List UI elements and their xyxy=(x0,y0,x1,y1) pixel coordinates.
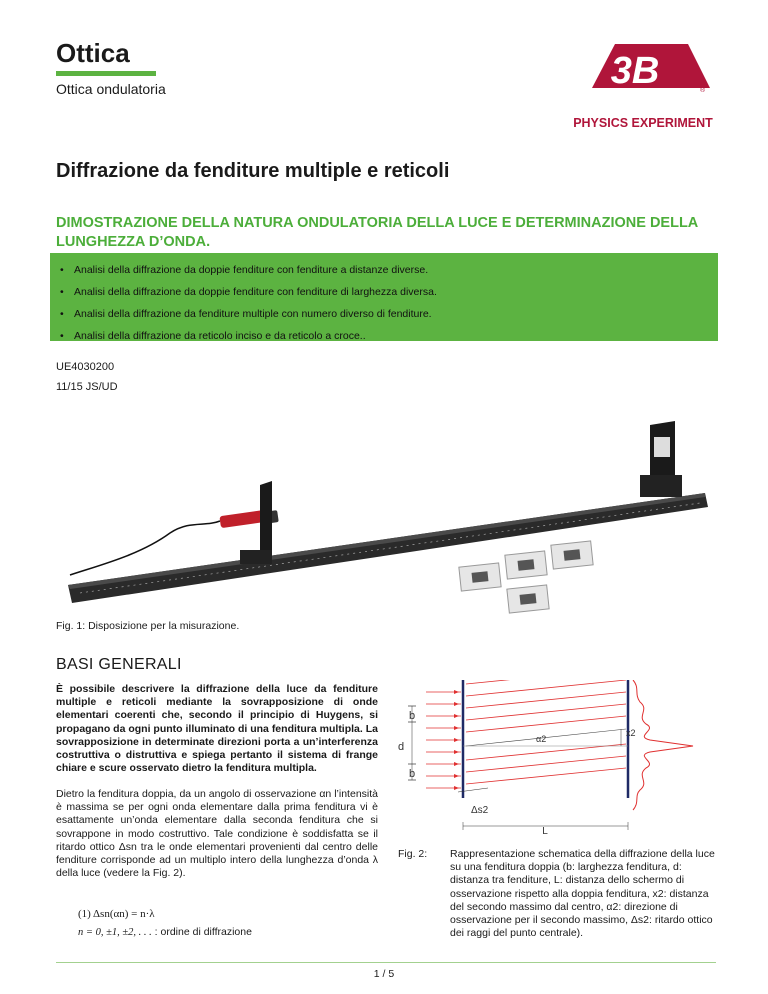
diffracted-ray xyxy=(466,704,626,720)
diffracted-ray xyxy=(466,680,626,696)
page-subcategory: Ottica ondulatoria xyxy=(56,81,166,97)
diffracted-ray xyxy=(466,716,626,732)
ray-arrow xyxy=(454,774,459,778)
label-x: x2 xyxy=(626,728,636,738)
objective-item: • Analisi della diffrazione da doppie fenditure con fenditure di larghezza diversa. xyxy=(60,286,437,298)
ray-arrow xyxy=(454,762,459,766)
diffracted-ray xyxy=(466,756,626,772)
laser-diode xyxy=(219,510,266,528)
label-delta-s: Δs2 xyxy=(471,805,489,816)
equation-1-legend xyxy=(78,926,252,938)
objective-heading: DIMOSTRAZIONE DELLA NATURA ONDULATORIA DELLA LUCE E DETERMINAZIONE DELLA LUNGHEZZA D’ONDA. xyxy=(56,215,698,250)
logo-tagline: PHYSICS EXPERIMENT xyxy=(573,116,713,130)
objective-item: • Analisi della diffrazione da fenditure multiple con numero diverso di fenditure. xyxy=(60,308,432,320)
diffracted-ray xyxy=(466,692,626,708)
body-paragraph: Dietro la fenditura doppia, da un angolo di osservazione αn l’intensità è massima se per ogni onda elementare dalla prima fenditura vi è esattamente un’onda elementare dalla seconda fenditura che si sovrappone in modo costruttivo. Tale condizione è soddisfatta se il ritardo ottico Δsn tra le onde elementari provenienti dal centro delle fenditure corrisponde ad un multiplo intero della lunghezza d’onda λ della luce (vedere la Fig. 2). xyxy=(56,788,378,880)
fig1-caption: Fig. 1: Disposizione per la misurazione. xyxy=(56,620,240,632)
double-slit-diagram xyxy=(388,680,723,835)
label-b-top: b xyxy=(408,710,416,722)
ray-arrow xyxy=(454,714,459,718)
logo-text: 3B xyxy=(610,50,660,92)
logo-registered: ® xyxy=(700,87,706,94)
equation-legend-text: : ordine di diffrazione xyxy=(151,926,252,938)
fig2-caption-number: Fig. 2: xyxy=(398,848,428,860)
diffracted-ray xyxy=(466,744,626,760)
main-heading: Diffrazione da fenditure multiple e reticoli xyxy=(56,160,450,182)
page-category-title: Ottica xyxy=(56,38,130,68)
section-heading: BASI GENERALI xyxy=(56,656,182,673)
product-code: UE4030200 xyxy=(56,361,115,373)
ray-arrow xyxy=(454,726,459,730)
ray-arrow xyxy=(454,786,459,790)
observation-screen xyxy=(654,437,670,457)
footer-divider xyxy=(56,962,716,963)
objectives-box xyxy=(50,253,718,341)
equation-variable: n = 0, ±1, ±2, . . . xyxy=(78,927,152,938)
diffracted-ray xyxy=(466,768,626,784)
ray-arrow xyxy=(454,690,459,694)
objective-item: • Analisi della diffrazione da doppie fenditure con fenditure a distanze diverse. xyxy=(60,264,428,276)
ray-arrow xyxy=(454,738,459,742)
ray-arrow xyxy=(454,750,459,754)
laser-holder xyxy=(260,481,272,560)
diffraction-slides xyxy=(459,541,593,613)
date-initials: 11/15 JS/UD xyxy=(56,381,118,393)
fig2-caption-text: Rappresentazione schematica della diffrazione della luce su una fenditura doppia (b: larghezza fenditura, d: distanza tra fenditure, L: distanza dello schermo di osservazione rispetto alla doppia fenditura, x2: distanza del secondo massimo dal centro, α2: direzione di osservazione per il secondo massimo, Δs2: ritardo ottico dei raggi del punto centrale). xyxy=(450,848,715,940)
objective-item: • Analisi della diffrazione da reticolo inciso e da reticolo a croce.. xyxy=(60,330,366,342)
ray-arrow xyxy=(454,702,459,706)
intro-bold-paragraph: È possibile descrivere la diffrazione della luce da fenditure multiple e reticoli mediante la sovrapposizione di onde elementari coerenti che, secondo il principio di Huygens, si propagano da ogni punto illuminato di una fenditura multipla. La sovrapposizione in determinate direzioni porta a un’interferenza costruttiva o distruttiva e spiega pertanto il sistema di frange chiare e scure osservato dietro la fenditura multipla. xyxy=(56,683,378,775)
diffracted-rays xyxy=(466,680,626,784)
label-d: d xyxy=(397,741,405,753)
label-alpha: α2 xyxy=(536,734,547,744)
page-number: 1 / 5 xyxy=(373,968,395,980)
intensity-pattern xyxy=(633,680,693,810)
label-L: L xyxy=(542,826,548,835)
equation-1: (1) Δsn(αn) = n·λ xyxy=(78,908,155,920)
title-underline xyxy=(56,71,156,76)
incident-rays xyxy=(426,690,461,790)
brand-logo xyxy=(560,36,720,132)
label-b-bottom: b xyxy=(408,768,416,780)
apparatus-photo xyxy=(60,415,710,615)
